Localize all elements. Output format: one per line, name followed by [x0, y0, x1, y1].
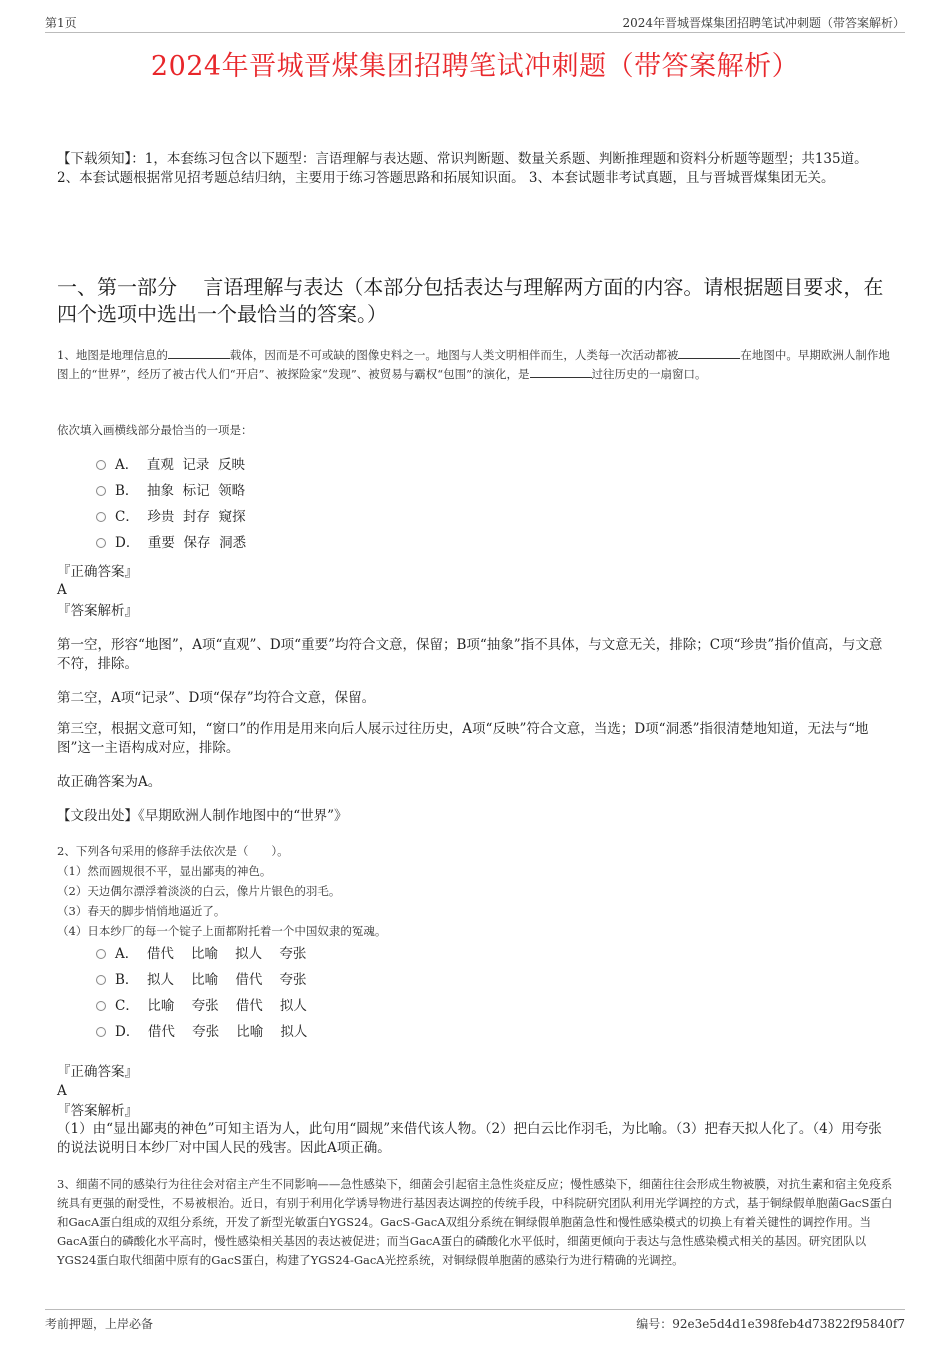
q1-option-b[interactable]: B． 抽象 标记 领略 — [96, 478, 246, 504]
q2-option-c[interactable]: C． 比喻 夸张 借代 拟人 — [96, 993, 307, 1019]
q2-analysis-label: 『答案解析』 — [57, 1103, 138, 1119]
q2-option-b[interactable]: B． 拟人 比喻 借代 夸张 — [96, 967, 307, 993]
q1-stem-part-3: 在地图中。早期欧洲人制作地图上的“世界”，经历了被古代人们“开启”、被探险家“发现”、被贸易与霸权“包围”的演化，是 — [57, 348, 890, 381]
q1-analysis-3: 第三空，根据文意可知，“窗口”的作用是用来向后人展示过往历史，A项“反映”符合文意，当选；D项“洞悉”指很清楚地知道，无法与“地图”这一主语构成对应，排除。 — [57, 721, 869, 756]
q1-analysis-4: 故正确答案为A。 — [57, 774, 162, 790]
document-id: 编号：92e3e5d4d1e398feb4d73822f95840f7 — [636, 1317, 905, 1331]
q1-analysis-2: 第二空，A项“记录”、D项“保存”均符合文意，保留。 — [57, 690, 376, 706]
q1-option-d[interactable]: D． 重要 保存 洞悉 — [96, 530, 246, 556]
radio-icon[interactable] — [96, 538, 106, 548]
q2-line-3: （3）春天的脚步悄悄地逼近了。 — [57, 904, 226, 918]
radio-icon[interactable] — [96, 512, 106, 522]
q1-source: 【文段出处】《早期欧洲人制作地图中的“世界”》 — [57, 808, 348, 824]
q1-stem-part-4: 过往历史的一扇窗口。 — [591, 367, 707, 381]
q2-answer-label: 『正确答案』 — [57, 1064, 138, 1080]
radio-icon[interactable] — [96, 1001, 106, 1011]
blank-line-3 — [530, 365, 592, 378]
q2-answer: A — [57, 1083, 67, 1099]
q2-line-2: （2）天边偶尔漂浮着淡淡的白云，像片片银色的羽毛。 — [57, 884, 341, 898]
blank-line-2 — [678, 346, 740, 359]
footer-slogan: 考前押题，上岸必备 — [45, 1317, 154, 1331]
q2-line-1: （1）然而圆规很不平，显出鄙夷的神色。 — [57, 864, 272, 878]
q1-instruction: 依次填入画横线部分最恰当的一项是： — [57, 423, 253, 437]
radio-icon[interactable] — [96, 949, 106, 959]
q1-answer-label: 『正确答案』 — [57, 564, 138, 580]
document-title: 2024年晋城晋煤集团招聘笔试冲刺题（带答案解析） — [150, 51, 800, 82]
radio-icon[interactable] — [96, 486, 106, 496]
page-header — [45, 14, 905, 33]
q1-analysis-1: 第一空，形容“地图”，A项“直观”、D项“重要”均符合文意，保留；B项“抽象”指不具体，与文意无关，排除；C项“珍贵”指价值高，与文意不符，排除。 — [57, 637, 883, 672]
q2-option-a[interactable]: A． 借代 比喻 拟人 夸张 — [96, 941, 307, 967]
q2-options — [96, 941, 307, 1045]
q1-stem-part-2: 载体，因而是不可或缺的图像史料之一。地图与人类文明相伴而生，人类每一次活动都被 — [229, 348, 679, 362]
radio-icon[interactable] — [96, 460, 106, 470]
header-doc-title: 2024年晋城晋煤集团招聘笔试冲刺题（带答案解析） — [622, 16, 905, 30]
radio-icon[interactable] — [96, 1027, 106, 1037]
radio-icon[interactable] — [96, 975, 106, 985]
q2-analysis: （1）由“显出鄙夷的神色”可知主语为人，此句用“圆规”来借代该人物。（2）把白云比作羽毛，为比喻。（3）把春天拟人化了。（4）用夸张的说法说明日本纱厂对中国人民的残害。因此A项正确。 — [57, 1121, 882, 1156]
q1-options — [96, 452, 246, 556]
q2-option-d[interactable]: D． 借代 夸张 比喻 拟人 — [96, 1019, 307, 1045]
q1-answer: A — [57, 582, 67, 598]
q1-option-c[interactable]: C． 珍贵 封存 窥探 — [96, 504, 246, 530]
q1-analysis-label: 『答案解析』 — [57, 603, 138, 619]
q1-stem-part-1: 1、地图是地理信息的 — [57, 348, 168, 362]
q1-option-a[interactable]: A． 直观 记录 反映 — [96, 452, 246, 478]
question-1-stem — [57, 346, 893, 384]
question-2-stem: 2、下列各句采用的修辞手法依次是（ ）。 — [57, 844, 289, 858]
blank-line-1 — [168, 346, 230, 359]
section-title: 一、第一部分 言语理解与表达（本部分包括表达与理解两方面的内容。请根据题目要求，在四个选项中选出一个最恰当的答案。） — [57, 275, 884, 326]
download-notice: 【下载须知】：1，本套练习包含以下题型：言语理解与表达题、常识判断题、数量关系题、判断推理题和资料分析题等题型；共135道。 2、本套试题根据常见招考题总结归纳，主要用于练习答题思路和拓展知识面。 3、本套试题非考试真题，且与晋城晋煤集团无关。 — [57, 151, 868, 186]
question-3-stem: 3、细菌不同的感染行为往往会对宿主产生不同影响——急性感染下，细菌会引起宿主急性炎症反应；慢性感染下，细菌往往会形成生物被膜，对抗生素和宿主免疫系统具有更强的耐受性，不易被根治。近日，有别于利用化学诱导物进行基因表达调控的传统手段，中科院研究团队利用光学调控的方式，基于铜绿假单胞菌GacS蛋白和GacA蛋白组成的双组分系统，开发了新型光敏蛋白YGS24。GacS-GacA双组分系统在铜绿假单胞菌急性和慢性感染模式的切换上有着关键性的调控作用。当GacA蛋白的磷酸化水平高时，慢性感染相关基因的表达被促进；而当GacA蛋白的磷酸化水平低时，细菌更倾向于表达与急性感染模式相关的基因。研究团队以YGS24蛋白取代细菌中原有的GacS蛋白，构建了YGS24-GacA光控系统，对铜绿假单胞菌的感染行为进行精确的光调控。 — [57, 1177, 893, 1267]
q2-line-4: （4）日本纱厂的每一个锭子上面都附托着一个中国奴隶的冤魂。 — [57, 924, 387, 938]
page-footer — [45, 1309, 905, 1334]
page-number: 第1页 — [45, 16, 77, 30]
